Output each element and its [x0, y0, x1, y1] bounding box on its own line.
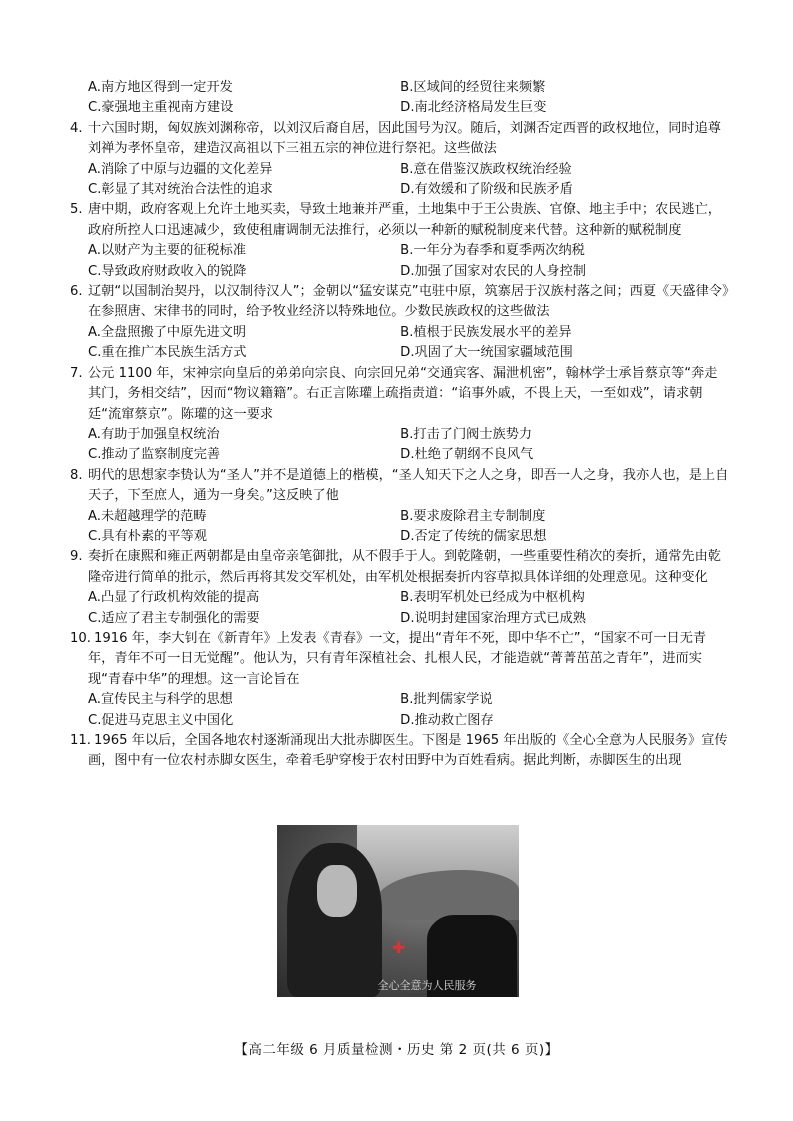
question-7-option-a: A.有助于加强皇权统治: [88, 426, 220, 442]
question-6-options-row-1: [70, 323, 730, 343]
question-8-text: 明代的思想家李贽认为“圣人”并不是道德上的楷模，“圣人知天下之人之身，即吾一人之身，我亦人也，是上自天子，下至庶人，通为一身矣。”这反映了他: [88, 467, 729, 504]
question-5: [70, 200, 730, 282]
question-6-options-row-2: [70, 343, 730, 363]
question-9-number: 9.: [70, 549, 83, 565]
question-5-number: 5.: [70, 202, 83, 218]
question-9-option-b: B.表明军机处已经成为中枢机构: [400, 590, 585, 606]
question-7-option-d: D.杜绝了朝纲不良风气: [400, 447, 534, 463]
q3-option-a: A.南方地区得到一定开发: [88, 80, 233, 95]
question-6: [70, 282, 730, 364]
question-4-option-c: C.彰显了其对统治合法性的追求: [88, 182, 273, 198]
question-5-text: 唐中期，政府客观上允许土地买卖，导致土地兼并严重，土地集中于王公贵族、官僚、地主手中；农民逃亡，政府所控人口迅速减少，致使租庸调制无法推行，必须以一种新的赋税制度来代替。这种新的赋税制度: [88, 202, 721, 238]
question-11-stem: [70, 731, 730, 772]
question-4-options-row-2: [70, 180, 730, 200]
question-9-text: 奏折在康熙和雍正两朝都是由皇帝亲笔御批，从不假手于人。到乾隆朝，一些重要性稍次的奏折，通常先由乾隆帝进行简单的批示，然后再将其发交军机处，由军机处根据奏折内容草拟具体详细的处理意见。这种变化: [88, 549, 721, 585]
question-10-stem: [70, 629, 730, 690]
question-6-option-c: C.重在推广本民族生活方式: [88, 345, 247, 361]
question-6-number: 6.: [70, 284, 83, 300]
question-10-option-d: D.推动救亡图存: [400, 712, 494, 728]
question-list: [70, 78, 730, 772]
question-5-option-c: C.导致政府财政收入的锐降: [88, 263, 247, 279]
question-6-text: 辽朝“以国制治契丹，以汉制待汉人”；金朝以“猛安谋克”屯驻中原，筑寨居于汉族村落之间；西夏《天盛律令》在参照唐、宋律书的同时，给予牧业经济以特殊地位。少数民族政权的这些做法: [88, 284, 729, 320]
question-5-options-row-1: [70, 241, 730, 261]
question-11-number: 11.: [70, 733, 91, 748]
question-4-stem: [70, 119, 730, 160]
red-cross-icon: ✚: [392, 938, 406, 957]
question-9-option-d: D.说明封建国家治理方式已成熟: [400, 610, 586, 626]
question-4-option-d: D.有效缓和了阶级和民族矛盾: [400, 182, 573, 198]
q3-options-row-2: [70, 98, 730, 118]
q3-option-b: B.区域间的经贸往来频繁: [400, 80, 546, 95]
question-9-option-c: C.适应了君主专制强化的需要: [88, 610, 260, 626]
question-9-option-a: A.凸显了行政机构效能的提高: [88, 590, 260, 606]
question-10-options-row-1: [70, 690, 730, 710]
q3-option-c: C.豪强地主重视南方建设: [88, 100, 234, 116]
question-10-number: 10.: [70, 630, 91, 646]
question-10-option-c: C.促进马克思主义中国化: [88, 712, 234, 728]
q3-option-d: D.南北经济格局发生巨变: [400, 100, 547, 116]
question-8-option-d: D.否定了传统的儒家思想: [400, 528, 547, 544]
question-9-options-row-1: [70, 588, 730, 608]
question-4-option-b: B.意在借鉴汉族政权统治经验: [400, 161, 572, 177]
question-8-option-b: B.要求废除君主专制制度: [400, 508, 546, 524]
q3-options-row-1: [70, 78, 730, 98]
question-7-text: 公元 1100 年，宋神宗向皇后的弟弟向宗良、向宗回兄弟“交通宾客、漏泄机密”，翰林学士承旨蔡京等“奔走其门，务相交结”，因而“物议籍籍”。右正言陈瓘上疏指责道：“谄事外戚，不畏上天，一至如戏”，请求朝廷“流窜蔡京”。陈瓘的这一要求: [88, 365, 718, 422]
question-6-option-d: D.巩固了大一统国家疆域范围: [400, 345, 573, 361]
poster-doctor-face: [317, 865, 357, 917]
question-11-text: 1965 年以后，全国各地农村逐渐涌现出大批赤脚医生。下图是 1965 年出版的《全心全意为人民服务》宣传画，图中有一位农村赤脚女医生，牵着毛驴穿梭于农村田野中为百姓看病。据此判断，赤脚医生的出现: [88, 733, 728, 769]
question-9-options-row-2: [70, 609, 730, 629]
question-10: [70, 629, 730, 731]
question-10-text: 1916 年，李大钊在《新青年》上发表《青春》一文，提出“青年不死，即中华不亡”，“国家不可一日无青年，青年不可一日无觉醒”。他认为，只有青年深植社会、扎根人民，才能造就“菁菁茁茁之青年”，进而实现“青春中华”的理想。这一言论旨在: [88, 630, 707, 687]
question-5-option-a: A.以财产为主要的征税标准: [88, 243, 247, 259]
question-5-option-d: D.加强了国家对农民的人身控制: [400, 263, 586, 279]
question-10-option-a: A.宣传民主与科学的思想: [88, 692, 233, 708]
question-9: [70, 547, 730, 629]
question-7-option-b: B.打击了门阀士族势力: [400, 426, 533, 442]
question-8: [70, 466, 730, 548]
question-6-option-a: A.全盘照搬了中原先进文明: [88, 324, 247, 340]
question-4-options-row-1: [70, 160, 730, 180]
question-8-option-c: C.具有朴素的平等观: [88, 528, 207, 544]
poster-caption: 全心全意为人民服务: [377, 979, 477, 992]
question-8-number: 8.: [70, 467, 83, 483]
question-7-option-c: C.推动了监察制度完善: [88, 447, 221, 463]
propaganda-poster-image: [277, 825, 519, 997]
question-5-stem: [70, 200, 730, 241]
question-8-stem: [70, 466, 730, 507]
question-9-stem: [70, 547, 730, 588]
question-5-options-row-2: [70, 262, 730, 282]
question-6-stem: [70, 282, 730, 323]
question-5-option-b: B.一年分为春季和夏季两次纳税: [400, 243, 585, 259]
question-7-number: 7.: [70, 365, 83, 381]
question-7-stem: [70, 364, 730, 425]
question-7-options-row-1: [70, 425, 730, 445]
question-4: [70, 119, 730, 201]
question-7: [70, 364, 730, 466]
question-11: [70, 731, 730, 772]
question-6-option-b: B.植根于民族发展水平的差异: [400, 324, 572, 340]
question-8-option-a: A.未超越理学的范畴: [88, 508, 207, 524]
question-8-options-row-1: [70, 507, 730, 527]
question-7-options-row-2: [70, 445, 730, 465]
page-footer: 【高二年级 6 月质量检测・历史 第 2 页(共 6 页)】: [234, 1042, 559, 1058]
question-4-number: 4.: [70, 120, 83, 136]
question-10-options-row-2: [70, 711, 730, 731]
question-4-option-a: A.消除了中原与边疆的文化差异: [88, 161, 273, 177]
question-8-options-row-2: [70, 527, 730, 547]
question-4-text: 十六国时期，匈奴族刘渊称帝，以刘汉后裔自居，因此国号为汉。随后，刘渊否定西晋的政权地位，同时追尊刘禅为孝怀皇帝，建造汉高祖以下三祖五宗的神位进行祭祀。这些做法: [88, 120, 721, 157]
question-10-option-b: B.批判儒家学说: [400, 692, 493, 708]
